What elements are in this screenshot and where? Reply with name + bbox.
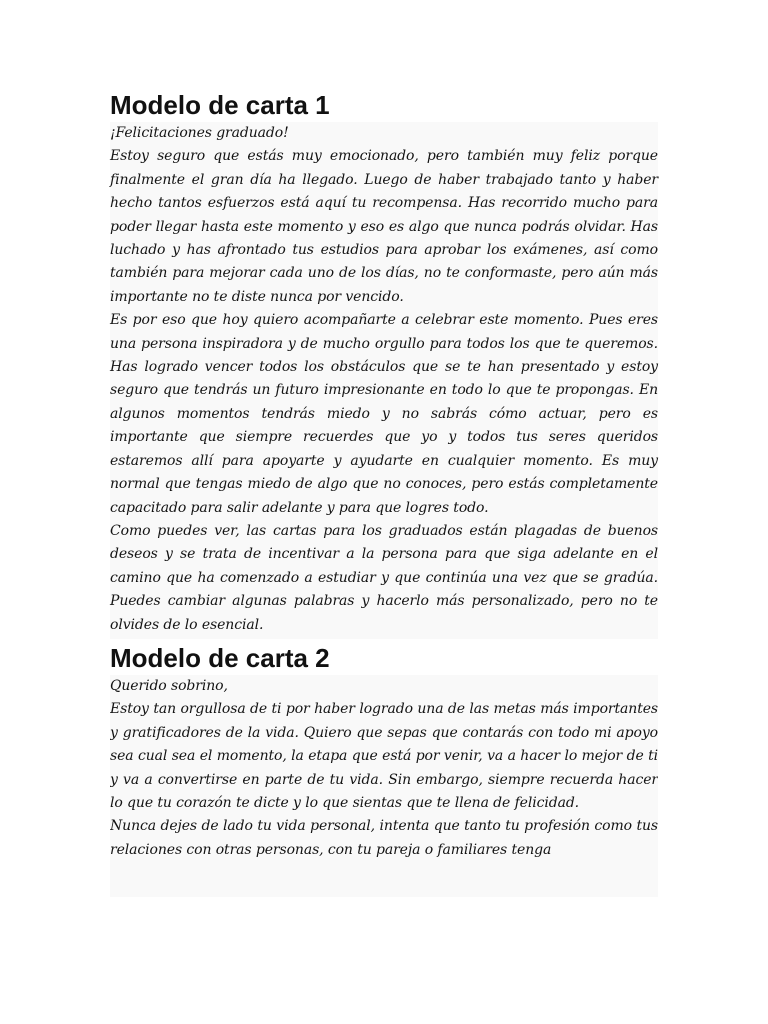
letter-2-paragraph: Estoy tan orgullosa de ti por haber logrado una de las metas más importantes y gratificadores de la vida. Quiero que sepas que contarás con todo mi apoyo sea cual sea el momento, la etapa que está por venir, va a hacer lo mejor de ti y va a convertirse en parte de tu vida. Sin embargo, siempre recuerda hacer lo que tu corazón te dicte y lo que sientas que te llena de felicidad. xyxy=(110,701,658,811)
letter-2-salutation: Querido sobrino, xyxy=(110,677,228,694)
letter-1-body xyxy=(110,122,658,639)
letter-1-paragraph: Como puedes ver, las cartas para los graduados están plagadas de buenos deseos y se trata de incentivar a la persona para que siga adelante en el camino que ha comenzado a estudiar y que continúa una vez que se gradúa. Puedes cambiar algunas palabras y hacerlo más personalizado, pero no te olvides de lo esencial. xyxy=(110,522,658,633)
letter-1-paragraph: Es por eso que hoy quiero acompañarte a celebrar este momento. Pues eres una persona inspiradora y de mucho orgullo para todos los que te queremos. Has logrado vencer todos los obstáculos que se te han presentado y estoy seguro que tendrás un futuro impresionante en todo lo que te propongas. En algunos momentos tendrás miedo y no sabrás cómo actuar, pero es importante que siempre recuerdes que yo y todos tus seres queridos estaremos allí para apoyarte y ayudarte en cualquier momento. Es muy normal que tengas miedo de algo que no conoces, pero estás completamente capacitado para salir adelante y para que logres todo. xyxy=(110,312,658,516)
letter-2-body xyxy=(110,675,658,897)
letter-2-title: Modelo de carta 2 xyxy=(110,642,330,673)
letter-2-paragraph: Nunca dejes de lado tu vida personal, intenta que tanto tu profesión como tus relaciones con otras personas, con tu pareja o familiares tenga xyxy=(110,818,658,858)
letter-1-title: Modelo de carta 1 xyxy=(110,90,330,120)
letter-1-paragraph: Estoy seguro que estás muy emocionado, pero también muy feliz porque finalmente el gran día ha llegado. Luego de haber trabajado tanto y haber hecho tantos esfuerzos está aquí tu recompensa. Has recorrido mucho para poder llegar hasta este momento y eso es algo que nunca podrás olvidar. Has luchado y has afrontado tus estudios para aprobar los exámenes, así como también para mejorar cada uno de los días, no te conformaste, pero aún más importante no te diste nunca por vencido. xyxy=(110,148,658,305)
document-page xyxy=(110,88,658,899)
letter-1-salutation: ¡Felicitaciones graduado! xyxy=(110,125,289,141)
